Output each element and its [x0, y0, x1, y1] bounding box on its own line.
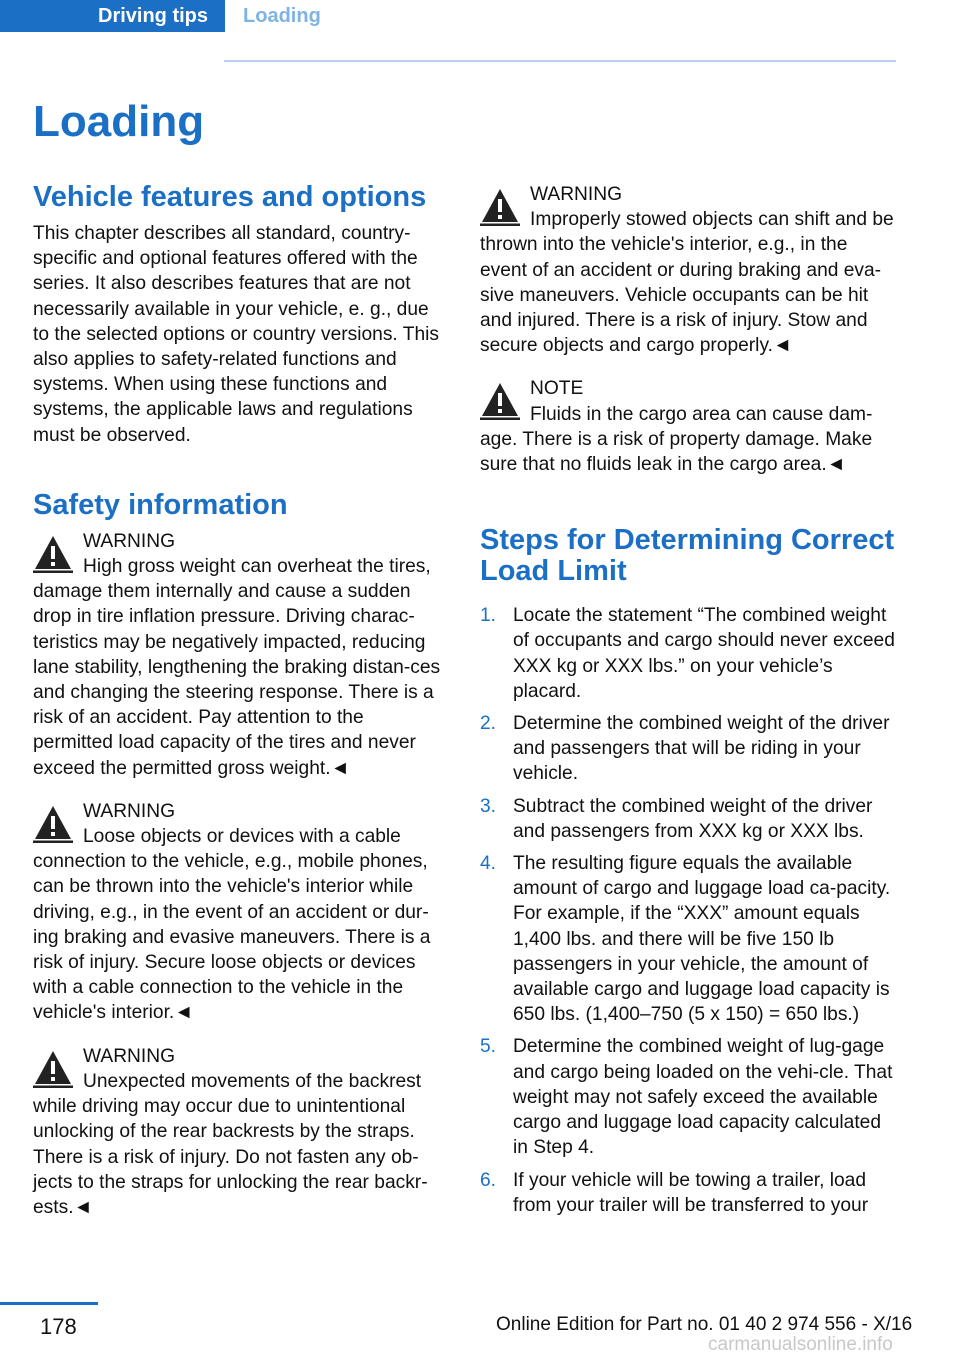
section-title-safety: Safety information — [33, 488, 288, 521]
step-text: Determine the combined weight of the driver and passengers that will be riding in your vehicle. — [513, 713, 890, 785]
step-number: 3. — [480, 795, 497, 817]
step-number: 1. — [480, 605, 497, 627]
section-title-vehicle-features: Vehicle features and options — [33, 181, 427, 213]
header-rule — [224, 60, 896, 62]
list-item — [480, 1168, 896, 1218]
warning-notice — [33, 1044, 443, 1220]
step-text: The resulting figure equals the available amount of cargo and luggage load ca-pacity. For example, if the “XXX” amount equals 1,400 lbs. and there will be five 150 lb passengers in your vehicle, the amount of available cargo and luggage load capacity is 650 lbs. (1,400–750 (5 x 150) = 650 lbs.) — [513, 853, 891, 1026]
warning-notice — [33, 529, 443, 781]
left-column — [33, 182, 443, 1238]
notice-keyword: WARNING — [83, 530, 176, 552]
list-item — [480, 794, 896, 844]
section-title-load-limit: Steps for Determining Correct Load Limit — [480, 524, 895, 588]
notice-keyword: WARNING — [530, 184, 623, 205]
warning-triangle-icon — [480, 380, 520, 420]
notice-keyword: NOTE — [530, 378, 584, 400]
notice-text: Unexpected movements of the backrest while driving may occur due to unintentional unlocking of the rear backrests by the straps. There is a risk of injury. Do not fasten any ob-jects to the straps for unlocking the rear backr-ests.◄ — [33, 1070, 428, 1218]
header-bar — [0, 0, 341, 32]
step-number: 4. — [480, 853, 497, 875]
step-text: If your vehicle will be towing a trailer, load from your trailer will be transferred to your — [513, 1169, 869, 1216]
list-item — [480, 851, 896, 1027]
warning-triangle-icon — [33, 803, 73, 843]
steps-list — [480, 603, 896, 1218]
right-column — [480, 182, 896, 1225]
footer-rule — [0, 1302, 98, 1305]
watermark: carmanualsonline.info — [708, 1334, 893, 1355]
step-text: Determine the combined weight of lug-gage and cargo being loaded on the vehi-cle. That weight may not safely exceed the available cargo and luggage load capacity calculated in Step 4. — [513, 1036, 893, 1159]
list-item — [480, 711, 896, 787]
step-number: 5. — [480, 1036, 497, 1058]
notice-keyword: WARNING — [83, 1045, 176, 1067]
edition-label: Online Edition for Part no. 01 40 2 974 556 - X/16 — [496, 1314, 913, 1335]
page-number: 178 — [40, 1314, 77, 1339]
notice-text: Loose objects or devices with a cable connection to the vehicle, e.g., mobile phones, can be thrown into the vehicle's interior while driving, e.g., in the event of an accident or dur-ing braking and evasive maneuvers. There is a risk of injury. Secure loose objects or devices with a cable connection to the vehicle in the vehicle's interior.◄ — [33, 826, 431, 1024]
breadcrumb-chapter[interactable]: Driving tips — [0, 0, 225, 32]
list-item — [480, 603, 896, 704]
page-title: Loading — [33, 97, 205, 146]
section-body-vehicle-features: This chapter describes all standard, country-specific and optional features offered with the series. It also describes features that are not necessarily available in your vehicle, e. g., due to the selected options or country versions. This also applies to safety-related functions and systems. When using these functions and systems, the applicable laws and regulations must be observed. — [33, 223, 439, 446]
notice-keyword: WARNING — [83, 800, 176, 822]
step-text: Subtract the combined weight of the driver and passengers from XXX kg or XXX lbs. — [513, 795, 873, 842]
warning-notice — [33, 799, 443, 1026]
warning-triangle-icon — [33, 533, 73, 573]
warning-triangle-icon — [33, 1048, 73, 1088]
notice-text: High gross weight can overheat the tires, damage them internally and cause a sudden drop in tire inflation pressure. Driving charac-teristics may be negatively impacted, reducing lane stability, lengthening the braking distan-ces and changing the steering response. There is a risk of an accident. Pay attention to the permitted load capacity of the tires and never exceed the permitted gross weight.◄ — [33, 556, 441, 779]
step-text: Locate the statement “The combined weight of occupants and cargo should never exceed XXX kg or XXX lbs.” on your vehicle’s placard. — [513, 605, 895, 702]
breadcrumb-section[interactable]: Loading — [243, 5, 321, 27]
notice-text: Fluids in the cargo area can cause dam-age. There is a risk of property damage. Make sure that no fluids leak in the cargo area.◄ — [480, 403, 873, 476]
warning-notice — [480, 182, 896, 358]
list-item — [480, 1034, 896, 1160]
step-number: 2. — [480, 713, 497, 735]
notice-text: Improperly stowed objects can shift and be thrown into the vehicle's interior, e.g., in the event of an accident or during braking and eva-sive maneuvers. Vehicle occupants can be hit and injured. There is a risk of injury. Stow and secure objects and cargo properly.◄ — [480, 209, 894, 357]
step-number: 6. — [480, 1169, 497, 1191]
warning-triangle-icon — [480, 186, 520, 226]
note-notice — [480, 376, 896, 477]
